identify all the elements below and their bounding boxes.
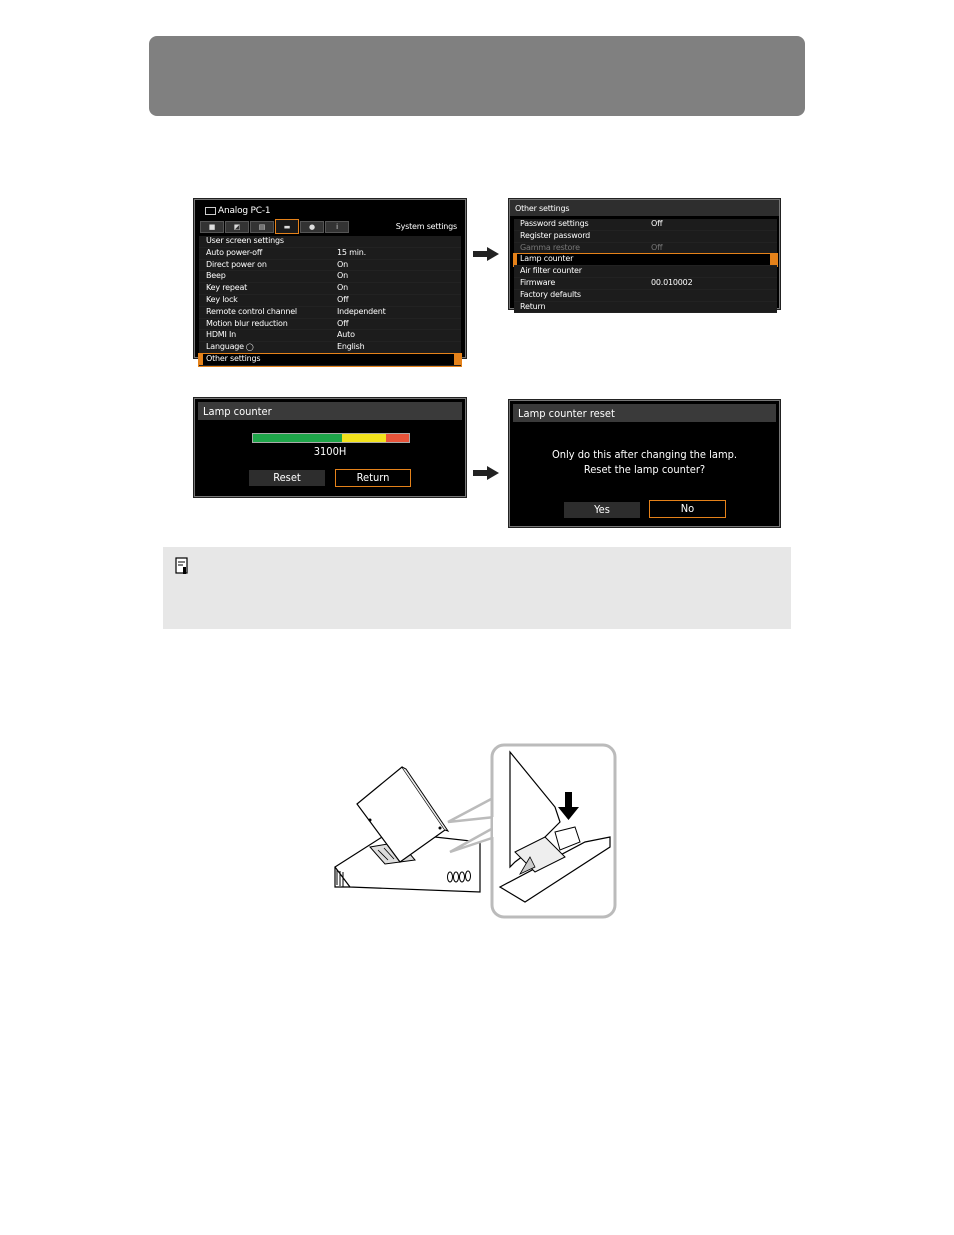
bar-yellow-segment: [342, 434, 386, 442]
lamp-counter-screen: [194, 398, 466, 497]
menu-row[interactable]: Register password: [514, 231, 777, 243]
input-source-title: Analog PC-1: [205, 206, 270, 216]
page-header-bar: [149, 36, 805, 116]
yes-button[interactable]: Yes: [564, 502, 640, 518]
lamp-usage-bar: [252, 433, 410, 443]
settings-list: [199, 236, 461, 366]
pc-input-icon: [205, 207, 216, 215]
tab-display-icon[interactable]: ■: [200, 221, 224, 233]
menu-row[interactable]: Factory defaults: [514, 290, 777, 302]
right-arrow-icon: [473, 247, 499, 261]
other-settings-list: [514, 219, 777, 313]
menu-row[interactable]: Remote control channel Independent: [199, 307, 461, 319]
bar-green-segment: [253, 434, 342, 442]
screen-header: Lamp counter reset: [513, 404, 776, 422]
screen-header: Lamp counter: [198, 402, 462, 420]
menu-row[interactable]: Password settings Off: [514, 219, 777, 231]
note-box: [163, 547, 791, 629]
menu-row[interactable]: Direct power on On: [199, 260, 461, 272]
menu-row[interactable]: Motion blur reduction Off: [199, 319, 461, 331]
tab-image-adjust-icon[interactable]: ◩: [225, 221, 249, 233]
menu-row-language[interactable]: Language ◯ English: [199, 342, 461, 354]
right-arrow-icon: [473, 466, 499, 480]
language-icon: ◯: [243, 343, 254, 352]
other-settings-screen: [509, 199, 780, 309]
tab-install-icon[interactable]: ▤: [250, 221, 274, 233]
menu-row-disabled: Gamma restore Off: [514, 243, 777, 255]
tab-network-icon[interactable]: ●: [300, 221, 324, 233]
lamp-hours: 3100H: [313, 445, 347, 458]
confirm-message: Only do this after changing the lamp. Reset the lamp counter?: [551, 448, 738, 476]
menu-row-other-settings-selected[interactable]: Other settings: [199, 354, 461, 366]
tab-system-icon[interactable]: ▬: [275, 219, 299, 234]
return-button[interactable]: Return: [335, 469, 411, 487]
menu-row[interactable]: Beep On: [199, 271, 461, 283]
lamp-cover-illustration: [330, 742, 620, 922]
menu-row[interactable]: User screen settings: [199, 236, 461, 248]
menu-row-lamp-counter-selected[interactable]: Lamp counter: [514, 254, 777, 266]
memo-icon: [175, 557, 189, 575]
screen-header: Other settings: [510, 200, 779, 216]
reset-button[interactable]: Reset: [249, 470, 325, 486]
menu-row[interactable]: Key lock Off: [199, 295, 461, 307]
menu-row[interactable]: Key repeat On: [199, 283, 461, 295]
bar-red-segment: [386, 434, 409, 442]
menu-row[interactable]: Auto power-off 15 min.: [199, 248, 461, 260]
tab-info-icon[interactable]: i: [325, 221, 349, 233]
menu-row[interactable]: Air filter counter: [514, 266, 777, 278]
lamp-counter-reset-screen: [509, 400, 780, 527]
section-title: System settings: [395, 222, 457, 231]
menu-row[interactable]: Return: [514, 302, 777, 314]
no-button[interactable]: No: [649, 500, 726, 518]
menu-row[interactable]: HDMI In Auto: [199, 330, 461, 342]
system-settings-screen: [194, 199, 466, 363]
menu-row[interactable]: Firmware 00.010002: [514, 278, 777, 290]
